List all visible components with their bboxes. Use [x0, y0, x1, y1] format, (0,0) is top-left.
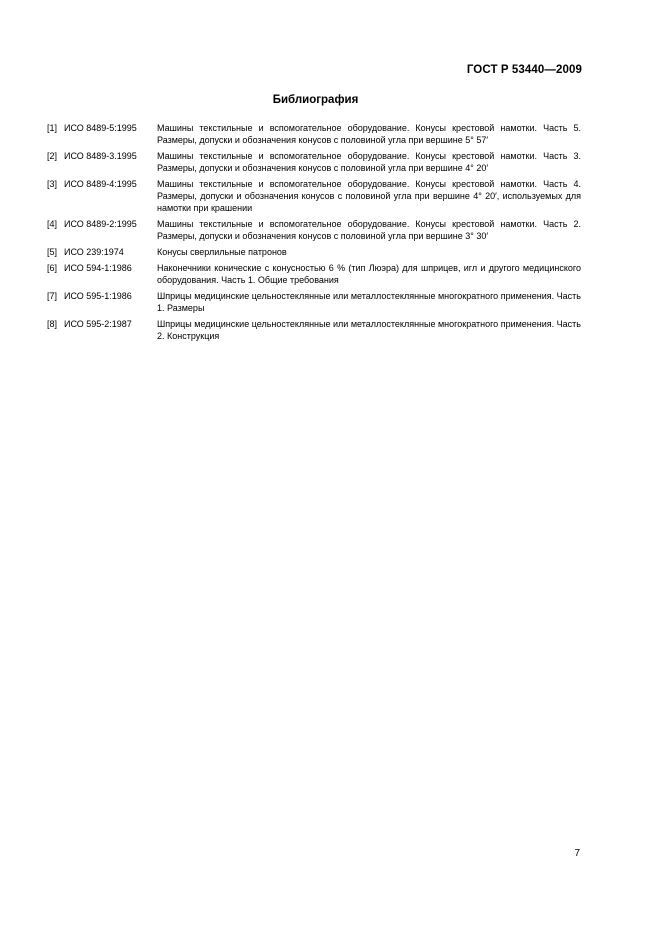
- bibliography-entry: [47, 262, 581, 286]
- entry-standard: ИСО 594-1:1986: [64, 263, 132, 273]
- entry-number: [5]: [47, 247, 58, 257]
- bibliography-entry: [47, 290, 581, 314]
- bibliography-entry: [47, 218, 581, 242]
- entry-title: Машины текстильные и вспомогательное оборудование. Конусы крестовой намотки. Часть 5. Размеры, допуски и обозначения конусов с половиной угла при вершине 5° 57′: [157, 123, 581, 145]
- section-title: [0, 94, 661, 106]
- entry-title: Шприцы медицинские цельностеклянные или металлостеклянные многократного применения. Часть 2. Конструкция: [157, 319, 581, 341]
- bibliography-entry: [47, 246, 581, 258]
- entry-title: Машины текстильные и вспомогательное оборудование. Конусы крестовой намотки. Часть 3. Размеры, допуски и обозначения конусов с половиной угла при вершине 4° 20′: [157, 151, 581, 173]
- entry-title: Конусы сверлильные патронов: [157, 247, 287, 257]
- entry-number: [7]: [47, 291, 58, 301]
- entry-number: [2]: [47, 151, 58, 161]
- bibliography-entry: [47, 122, 581, 146]
- entry-standard: ИСО 595-1:1986: [64, 291, 132, 301]
- bibliography-list: [47, 122, 581, 346]
- entry-standard: ИСО 595-2:1987: [64, 319, 132, 329]
- document-code: ГОСТ Р 53440—2009: [466, 64, 582, 76]
- entry-standard: ИСО 8489-5:1995: [64, 123, 137, 133]
- entry-title: Машины текстильные и вспомогательное оборудование. Конусы крестовой намотки. Часть 2. Размеры, допуски и обозначения конусов с половиной угла при вершине 3° 30′: [157, 219, 581, 241]
- entry-title: Шприцы медицинские цельностеклянные или металлостеклянные многократного применения. Часть 1. Размеры: [157, 291, 581, 313]
- entry-title: Машины текстильные и вспомогательное оборудование. Конусы крестовой намотки. Часть 4. Размеры, допуски и обозначения конусов с половиной угла при вершине 4° 20′, используемых для намотки при крашении: [157, 179, 581, 213]
- entry-number: [8]: [47, 319, 58, 329]
- section-title-text: Библиография: [272, 94, 359, 106]
- entry-standard: ИСО 8489-4:1995: [64, 179, 137, 189]
- entry-title: Наконечники конические с конусностью 6 % (тип Люэра) для шприцев, игл и другого медицинского оборудования. Часть 1. Общие требования: [157, 263, 581, 285]
- entry-standard: ИСО 8489-2:1995: [64, 219, 137, 229]
- bibliography-entry: [47, 318, 581, 342]
- entry-number: [1]: [47, 123, 58, 133]
- entry-number: [3]: [47, 179, 58, 189]
- bibliography-entry: [47, 178, 581, 214]
- page-number: 7: [574, 848, 580, 859]
- bibliography-entry: [47, 150, 581, 174]
- entry-number: [4]: [47, 219, 58, 229]
- entry-standard: ИСО 8489-3.1995: [64, 151, 137, 161]
- entry-number: [6]: [47, 263, 58, 273]
- entry-standard: ИСО 239:1974: [64, 247, 124, 257]
